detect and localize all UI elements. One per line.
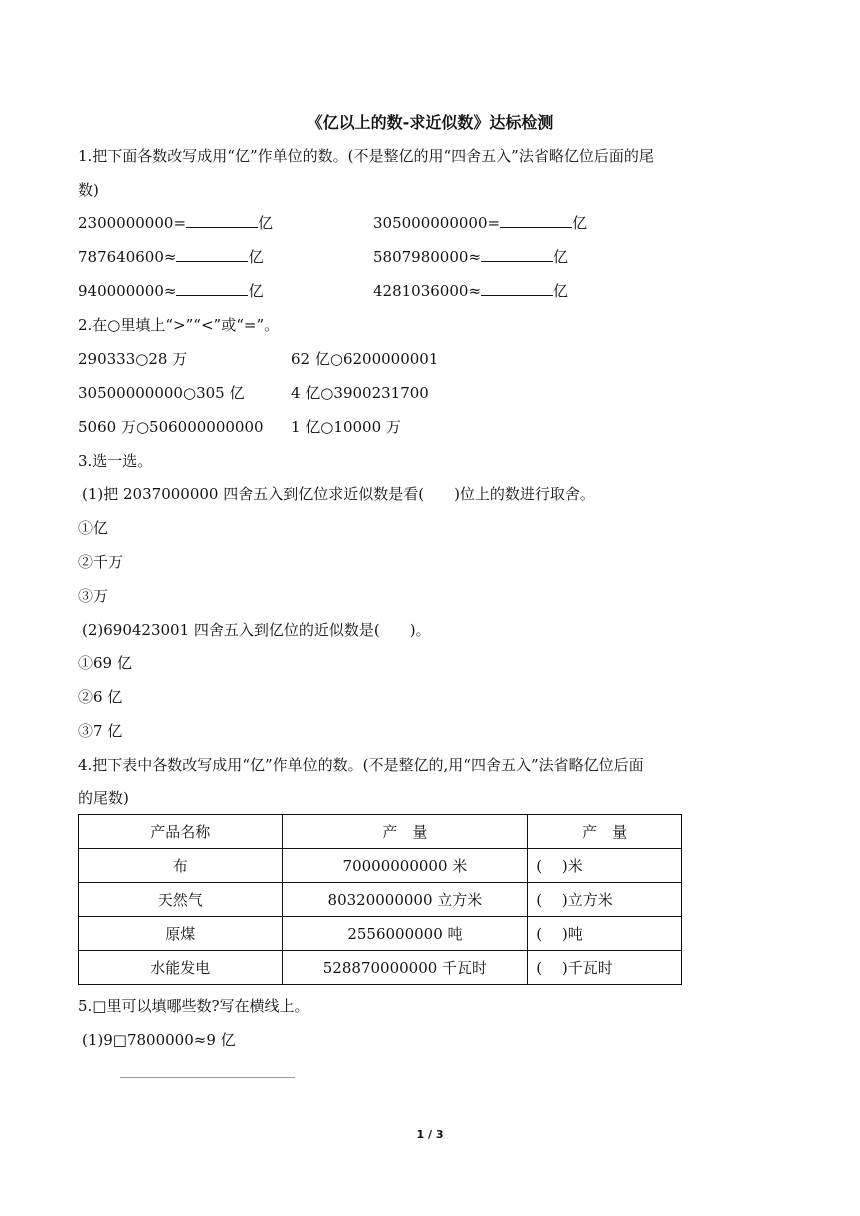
answer-cell[interactable]: ( )米 [528, 849, 682, 883]
q1-row-2-right [373, 247, 568, 267]
q2-row-1-right: 62 亿○6200000001 [291, 350, 439, 368]
q1-number: 5807980000 [373, 248, 469, 266]
amount-cell: 80320000000 立方米 [282, 883, 528, 917]
product-name-cell: 天然气 [79, 883, 283, 917]
page-title: 《亿以上的数-求近似数》达标检测 [306, 113, 554, 132]
table-header-cell: 产 量 [528, 815, 682, 849]
q1-unit: 亿 [258, 214, 274, 232]
q1-operator: = [173, 214, 187, 232]
q5-answer-line[interactable] [120, 1077, 295, 1078]
product-name-cell: 原煤 [79, 917, 283, 951]
answer-cell[interactable]: ( )立方米 [528, 883, 682, 917]
q1-operator: ≈ [163, 282, 177, 300]
table-row [79, 849, 682, 883]
q1-unit: 亿 [248, 282, 264, 300]
q1-row-1-right [373, 213, 587, 233]
q1-operator: ≈ [468, 248, 482, 266]
q1-operator: = [487, 214, 501, 232]
product-name-cell: 水能发电 [79, 951, 283, 985]
q1-unit: 亿 [572, 214, 588, 232]
q2-row-2-right: 4 亿○3900231700 [291, 384, 429, 402]
q3-heading: 3.选一选。 [78, 452, 153, 470]
production-table [78, 814, 682, 985]
q2-row-3-right: 1 亿○10000 万 [291, 418, 401, 436]
q4-instruction-line1: 4.把下表中各数改写成用“亿”作单位的数。(不是整亿的,用“四舍五入”法省略亿位后面 [78, 756, 644, 774]
q1-row-3-right [373, 281, 568, 301]
q3-sub2-option-3[interactable]: ③7 亿 [78, 722, 123, 740]
q1-unit: 亿 [553, 248, 569, 266]
table-row [79, 951, 682, 985]
answer-cell[interactable]: ( )吨 [528, 917, 682, 951]
q1-answer-blank[interactable] [481, 247, 553, 262]
amount-cell: 528870000000 千瓦时 [282, 951, 528, 985]
q3-sub1-option-3[interactable]: ③万 [78, 587, 109, 605]
q1-row-1-left [78, 213, 273, 233]
q1-operator: ≈ [163, 248, 177, 266]
table-row [79, 883, 682, 917]
amount-cell: 70000000000 米 [282, 849, 528, 883]
q1-answer-blank[interactable] [500, 213, 572, 228]
table-header-row [79, 815, 682, 849]
q1-operator: ≈ [468, 282, 482, 300]
q1-number: 305000000000 [373, 214, 488, 232]
q3-sub2-option-2[interactable]: ②6 亿 [78, 688, 123, 706]
q1-answer-blank[interactable] [186, 213, 258, 228]
amount-cell: 2556000000 吨 [282, 917, 528, 951]
q3-sub1-option-1[interactable]: ①亿 [78, 519, 109, 537]
q2-row-2-left: 30500000000○305 亿 [78, 384, 245, 402]
page-number: 1 / 3 [416, 1128, 444, 1141]
q1-number: 940000000 [78, 282, 164, 300]
q1-instruction-line1: 1.把下面各数改写成用“亿”作单位的数。(不是整亿的用“四舍五入”法省略亿位后面的尾 [78, 147, 654, 165]
table-header-cell: 产 量 [282, 815, 528, 849]
q1-row-2-left [78, 247, 264, 267]
answer-cell[interactable]: ( )千瓦时 [528, 951, 682, 985]
product-name-cell: 布 [79, 849, 283, 883]
q2-heading: 2.在○里填上“>”“<”或“=”。 [78, 316, 280, 334]
q5-heading: 5.□里可以填哪些数?写在横线上。 [78, 997, 310, 1015]
q4-instruction-line2: 的尾数) [78, 789, 129, 807]
q1-answer-blank[interactable] [176, 281, 248, 296]
q5-sub1-question: (1)9□7800000≈9 亿 [82, 1031, 236, 1049]
q1-unit: 亿 [553, 282, 569, 300]
q3-sub2-question: (2)690423001 四舍五入到亿位的近似数是( )。 [82, 621, 431, 639]
q3-sub1-question: (1)把 2037000000 四舍五入到亿位求近似数是看( )位上的数进行取舍。 [82, 485, 595, 503]
q1-number: 2300000000 [78, 214, 174, 232]
q3-sub1-option-2[interactable]: ②千万 [78, 553, 124, 571]
q1-instruction-line2: 数) [78, 181, 99, 199]
table-header-cell: 产品名称 [79, 815, 283, 849]
q1-number: 4281036000 [373, 282, 469, 300]
q1-unit: 亿 [248, 248, 264, 266]
q1-answer-blank[interactable] [176, 247, 248, 262]
q1-answer-blank[interactable] [481, 281, 553, 296]
q2-row-1-left: 290333○28 万 [78, 350, 188, 368]
q1-row-3-left [78, 281, 264, 301]
table-row [79, 917, 682, 951]
q3-sub2-option-1[interactable]: ①69 亿 [78, 654, 132, 672]
q1-number: 787640600 [78, 248, 164, 266]
q2-row-3-left: 5060 万○506000000000 [78, 418, 264, 436]
